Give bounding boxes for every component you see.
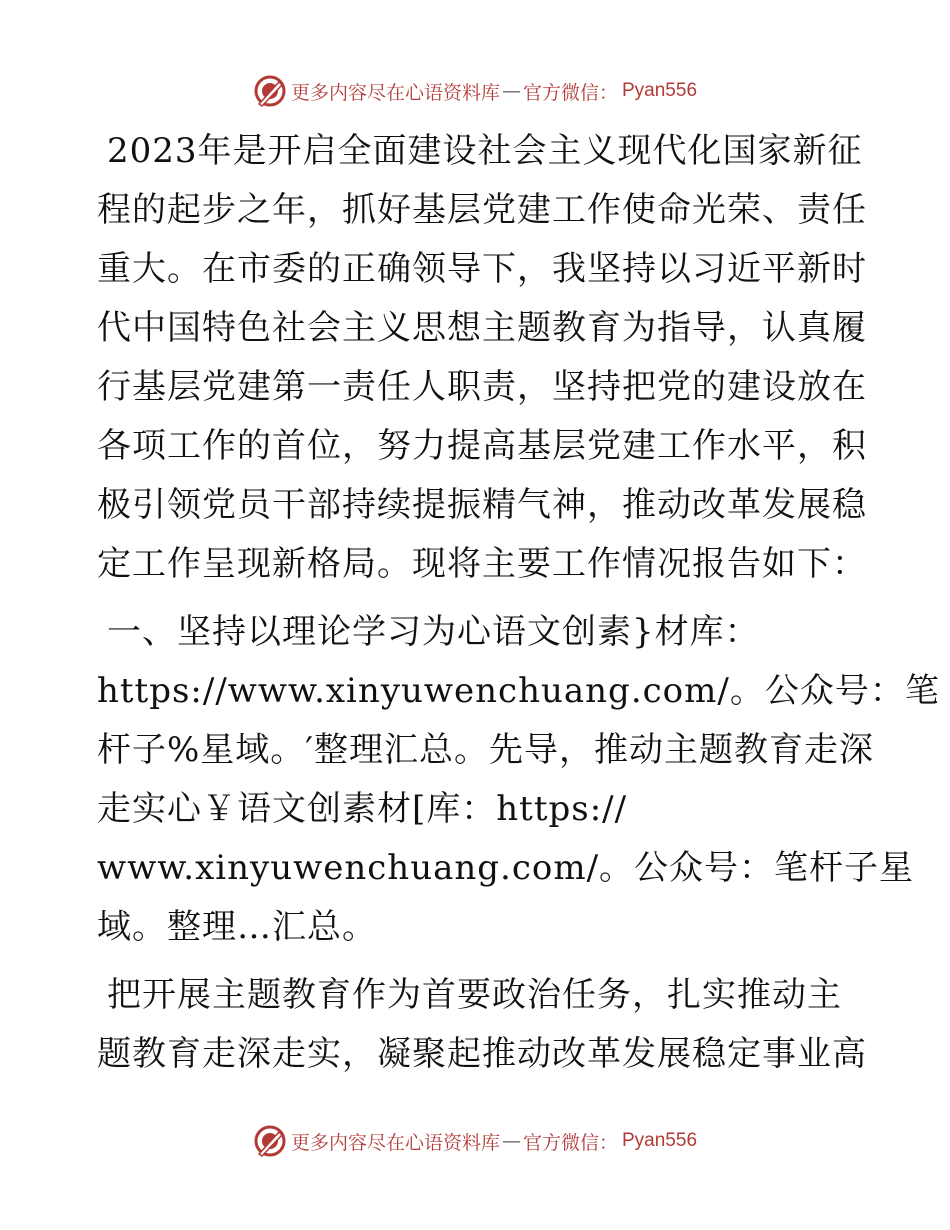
banner-handle: Pyan556 bbox=[622, 80, 698, 101]
paragraph-intro bbox=[97, 122, 867, 594]
text-line: 代中国特色社会主义思想主题教育为指导，认真履 bbox=[97, 308, 867, 348]
paragraph-section-one bbox=[97, 603, 940, 957]
text-line: https://www.xinyuwenchuang.com/。公众号：笔 bbox=[97, 671, 940, 711]
banner-separator: — bbox=[501, 1130, 521, 1152]
text-line: 把开展主题教育作为首要政治任务，扎实推动主 bbox=[107, 975, 842, 1015]
text-line: 域。整理…汇总。 bbox=[97, 907, 377, 947]
text-line: 2023年是开启全面建设社会主义现代化国家新征 bbox=[107, 131, 863, 171]
text-line: 杆子%星域。′整理汇总。先导，推动主题教育走深 bbox=[97, 730, 875, 770]
text-line: 各项工作的首位，努力提高基层党建工作水平，积 bbox=[97, 426, 867, 466]
banner-handle: Pyan556 bbox=[622, 1130, 698, 1151]
text-line: 定工作呈现新格局。现将主要工作情况报告如下： bbox=[97, 544, 867, 584]
paragraph-body bbox=[97, 966, 867, 1084]
banner-separator: — bbox=[501, 80, 521, 102]
footer-watermark-banner bbox=[0, 1121, 950, 1161]
text-line: 走实心￥语文创素材[库：https:// bbox=[97, 789, 628, 829]
section-heading-line: 一、坚持以理论学习为心语文创素}材库： bbox=[107, 612, 760, 652]
banner-text: 更多内容尽在心语资料库 bbox=[290, 81, 500, 104]
text-line: 重大。在市委的正确领导下，我坚持以习近平新时 bbox=[97, 249, 867, 289]
banner-wechat-label: 官方微信： bbox=[522, 1131, 618, 1154]
text-line: 题教育走深走实，凝聚起推动改革发展稳定事业高 bbox=[97, 1034, 867, 1074]
pen-logo-icon bbox=[253, 74, 287, 108]
banner-wechat-label: 官方微信： bbox=[522, 81, 618, 104]
pen-logo-icon bbox=[253, 1124, 287, 1158]
text-line: www.xinyuwenchuang.com/。公众号：笔杆子星 bbox=[97, 848, 915, 888]
text-line: 行基层党建第一责任人职责，坚持把党的建设放在 bbox=[97, 367, 867, 407]
text-line: 程的起步之年，抓好基层党建工作使命光荣、责任 bbox=[97, 190, 867, 230]
banner-text: 更多内容尽在心语资料库 bbox=[290, 1131, 500, 1154]
header-watermark-banner bbox=[0, 71, 950, 111]
text-line: 极引领党员干部持续提振精气神，推动改革发展稳 bbox=[97, 485, 867, 525]
